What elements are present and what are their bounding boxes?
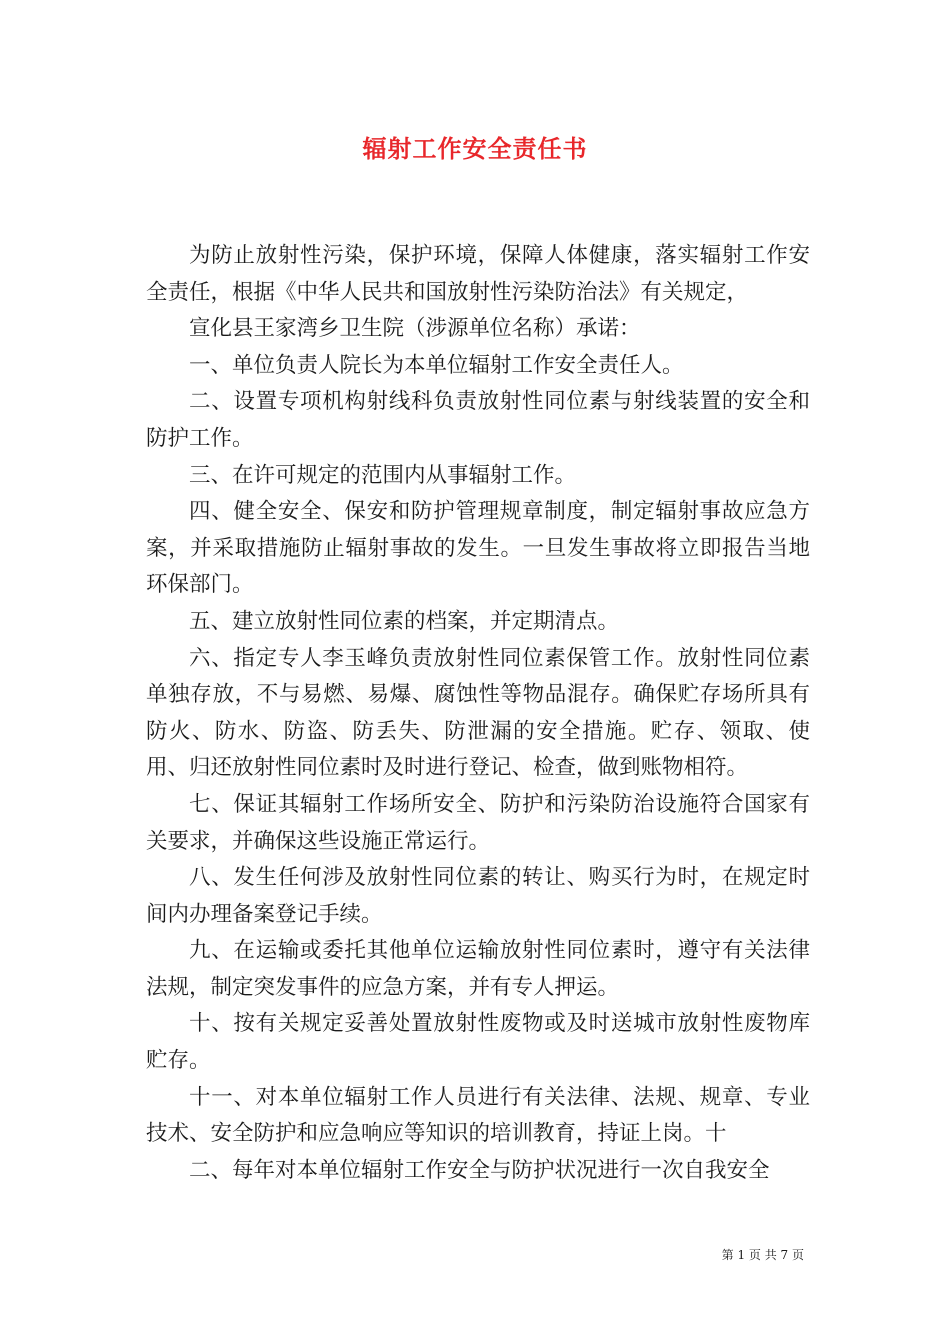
- paragraph-preamble: 为防止放射性污染，保护环境，保障人体健康，落实辐射工作安全责任，根据《中华人民共和国放射性污染防治法》有关规定，: [146, 243, 810, 305]
- paragraph-commitment: 宣化县王家湾乡卫生院（涉源单位名称）承诺：: [189, 316, 641, 342]
- paragraph-item-3: 三、在许可规定的范围内从事辐射工作。: [189, 462, 577, 488]
- paragraph-item-8: 八、发生任何涉及放射性同位素的转让、购买行为时，在规定时间内办理备案登记手续。: [146, 865, 810, 927]
- paragraph-item-4: 四、健全安全、保安和防护管理规章制度，制定辐射事故应急方案，并采取措施防止辐射事故的发生。一旦发生事故将立即报告当地环保部门。: [146, 499, 810, 598]
- paragraph-item-1: 一、单位负责人院长为本单位辐射工作安全责任人。: [189, 352, 684, 378]
- paragraph-item-12: 二、每年对本单位辐射工作安全与防护状况进行一次自我安全: [189, 1157, 770, 1183]
- document-title: 辐射工作安全责任书: [362, 134, 588, 163]
- paragraph-item-5: 五、建立放射性同位素的档案，并定期清点。: [189, 608, 620, 634]
- paragraph-item-10: 十、按有关规定妥善处置放射性废物或及时送城市放射性废物库贮存。: [146, 1011, 810, 1074]
- paragraph-item-7: 七、保证其辐射工作场所安全、防护和污染防治设施符合国家有关要求，并确保这些设施正常运行。: [146, 791, 810, 854]
- document-body: [146, 238, 810, 1189]
- paragraph-item-11: 十一、对本单位辐射工作人员进行有关法律、法规、规章、专业技术、安全防护和应急响应等知识的培训教育，持证上岗。十: [146, 1084, 810, 1147]
- paragraph-item-2: 二、设置专项机构射线科负责放射性同位素与射线装置的安全和防护工作。: [146, 389, 810, 451]
- page-number-footer: 第 1 页 共 7 页: [721, 1248, 804, 1262]
- paragraph-item-9: 九、在运输或委托其他单位运输放射性同位素时，遵守有关法律法规，制定突发事件的应急方案，并有专人押运。: [146, 938, 810, 1000]
- paragraph-item-6: 六、指定专人李玉峰负责放射性同位素保管工作。放射性同位素单独存放，不与易燃、易爆、腐蚀性等物品混存。确保贮存场所具有防火、防水、防盗、防丢失、防泄漏的安全措施。贮存、领取、使用、归还放射性同位素时及时进行登记、检查，做到账物相符。: [146, 645, 810, 781]
